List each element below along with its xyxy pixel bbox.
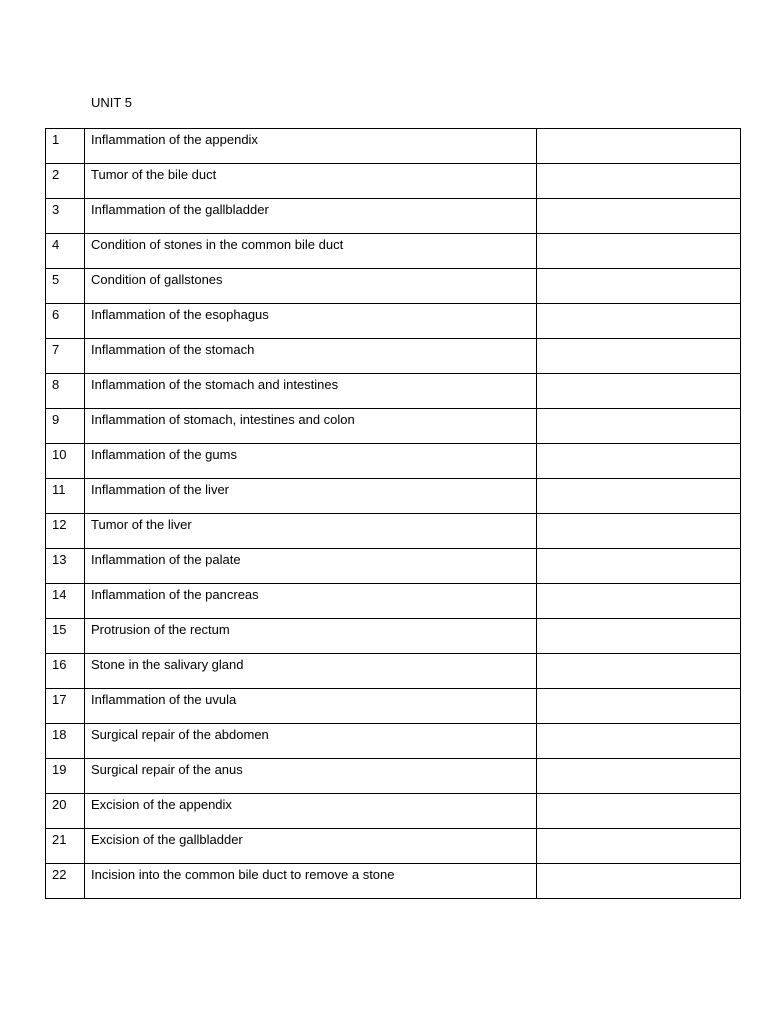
- row-number-cell: 14: [46, 584, 85, 619]
- answer-cell[interactable]: [537, 829, 741, 864]
- answer-cell[interactable]: [537, 794, 741, 829]
- row-number-cell: 11: [46, 479, 85, 514]
- answer-cell[interactable]: [537, 549, 741, 584]
- term-definition-cell: Surgical repair of the abdomen: [85, 724, 537, 759]
- term-definition-cell: Condition of stones in the common bile duct: [85, 234, 537, 269]
- answer-cell[interactable]: [537, 444, 741, 479]
- answer-cell[interactable]: [537, 864, 741, 899]
- row-number-cell: 6: [46, 304, 85, 339]
- row-number-cell: 2: [46, 164, 85, 199]
- term-definition-cell: Inflammation of the uvula: [85, 689, 537, 724]
- term-definition-cell: Inflammation of stomach, intestines and colon: [85, 409, 537, 444]
- term-definition-cell: Stone in the salivary gland: [85, 654, 537, 689]
- table-row: [46, 654, 741, 689]
- table-row: [46, 584, 741, 619]
- table-row: [46, 794, 741, 829]
- table-row: [46, 829, 741, 864]
- row-number-cell: 9: [46, 409, 85, 444]
- table-row: [46, 864, 741, 899]
- table-row: [46, 164, 741, 199]
- unit-heading: UNIT 5: [91, 95, 132, 110]
- table-row: [46, 304, 741, 339]
- term-definition-cell: Tumor of the bile duct: [85, 164, 537, 199]
- answer-cell[interactable]: [537, 339, 741, 374]
- row-number-cell: 15: [46, 619, 85, 654]
- row-number-cell: 21: [46, 829, 85, 864]
- row-number-cell: 7: [46, 339, 85, 374]
- table-row: [46, 724, 741, 759]
- table-row: [46, 479, 741, 514]
- term-definition-cell: Protrusion of the rectum: [85, 619, 537, 654]
- answer-cell[interactable]: [537, 759, 741, 794]
- terms-table: [45, 128, 741, 899]
- term-definition-cell: Inflammation of the palate: [85, 549, 537, 584]
- term-definition-cell: Surgical repair of the anus: [85, 759, 537, 794]
- answer-cell[interactable]: [537, 619, 741, 654]
- row-number-cell: 18: [46, 724, 85, 759]
- term-definition-cell: Inflammation of the stomach: [85, 339, 537, 374]
- term-definition-cell: Condition of gallstones: [85, 269, 537, 304]
- row-number-cell: 19: [46, 759, 85, 794]
- answer-cell[interactable]: [537, 409, 741, 444]
- term-definition-cell: Inflammation of the gums: [85, 444, 537, 479]
- table-row: [46, 689, 741, 724]
- term-definition-cell: Excision of the appendix: [85, 794, 537, 829]
- row-number-cell: 3: [46, 199, 85, 234]
- table-row: [46, 339, 741, 374]
- table-row: [46, 514, 741, 549]
- term-definition-cell: Tumor of the liver: [85, 514, 537, 549]
- answer-cell[interactable]: [537, 479, 741, 514]
- table-row: [46, 129, 741, 164]
- term-definition-cell: Inflammation of the appendix: [85, 129, 537, 164]
- answer-cell[interactable]: [537, 304, 741, 339]
- table-row: [46, 234, 741, 269]
- term-definition-cell: Inflammation of the esophagus: [85, 304, 537, 339]
- answer-cell[interactable]: [537, 514, 741, 549]
- answer-cell[interactable]: [537, 199, 741, 234]
- answer-cell[interactable]: [537, 374, 741, 409]
- term-definition-cell: Excision of the gallbladder: [85, 829, 537, 864]
- row-number-cell: 1: [46, 129, 85, 164]
- term-definition-cell: Incision into the common bile duct to remove a stone: [85, 864, 537, 899]
- row-number-cell: 13: [46, 549, 85, 584]
- answer-cell[interactable]: [537, 129, 741, 164]
- table-row: [46, 409, 741, 444]
- answer-cell[interactable]: [537, 654, 741, 689]
- answer-cell[interactable]: [537, 584, 741, 619]
- row-number-cell: 12: [46, 514, 85, 549]
- term-definition-cell: Inflammation of the stomach and intestines: [85, 374, 537, 409]
- table-row: [46, 444, 741, 479]
- answer-cell[interactable]: [537, 689, 741, 724]
- terms-table-body: [46, 129, 741, 899]
- row-number-cell: 22: [46, 864, 85, 899]
- row-number-cell: 10: [46, 444, 85, 479]
- row-number-cell: 20: [46, 794, 85, 829]
- row-number-cell: 16: [46, 654, 85, 689]
- answer-cell[interactable]: [537, 234, 741, 269]
- table-row: [46, 269, 741, 304]
- row-number-cell: 4: [46, 234, 85, 269]
- term-definition-cell: Inflammation of the gallbladder: [85, 199, 537, 234]
- table-row: [46, 759, 741, 794]
- answer-cell[interactable]: [537, 724, 741, 759]
- row-number-cell: 17: [46, 689, 85, 724]
- answer-cell[interactable]: [537, 269, 741, 304]
- table-row: [46, 374, 741, 409]
- table-row: [46, 619, 741, 654]
- answer-cell[interactable]: [537, 164, 741, 199]
- row-number-cell: 8: [46, 374, 85, 409]
- term-definition-cell: Inflammation of the liver: [85, 479, 537, 514]
- table-row: [46, 199, 741, 234]
- table-row: [46, 549, 741, 584]
- row-number-cell: 5: [46, 269, 85, 304]
- term-definition-cell: Inflammation of the pancreas: [85, 584, 537, 619]
